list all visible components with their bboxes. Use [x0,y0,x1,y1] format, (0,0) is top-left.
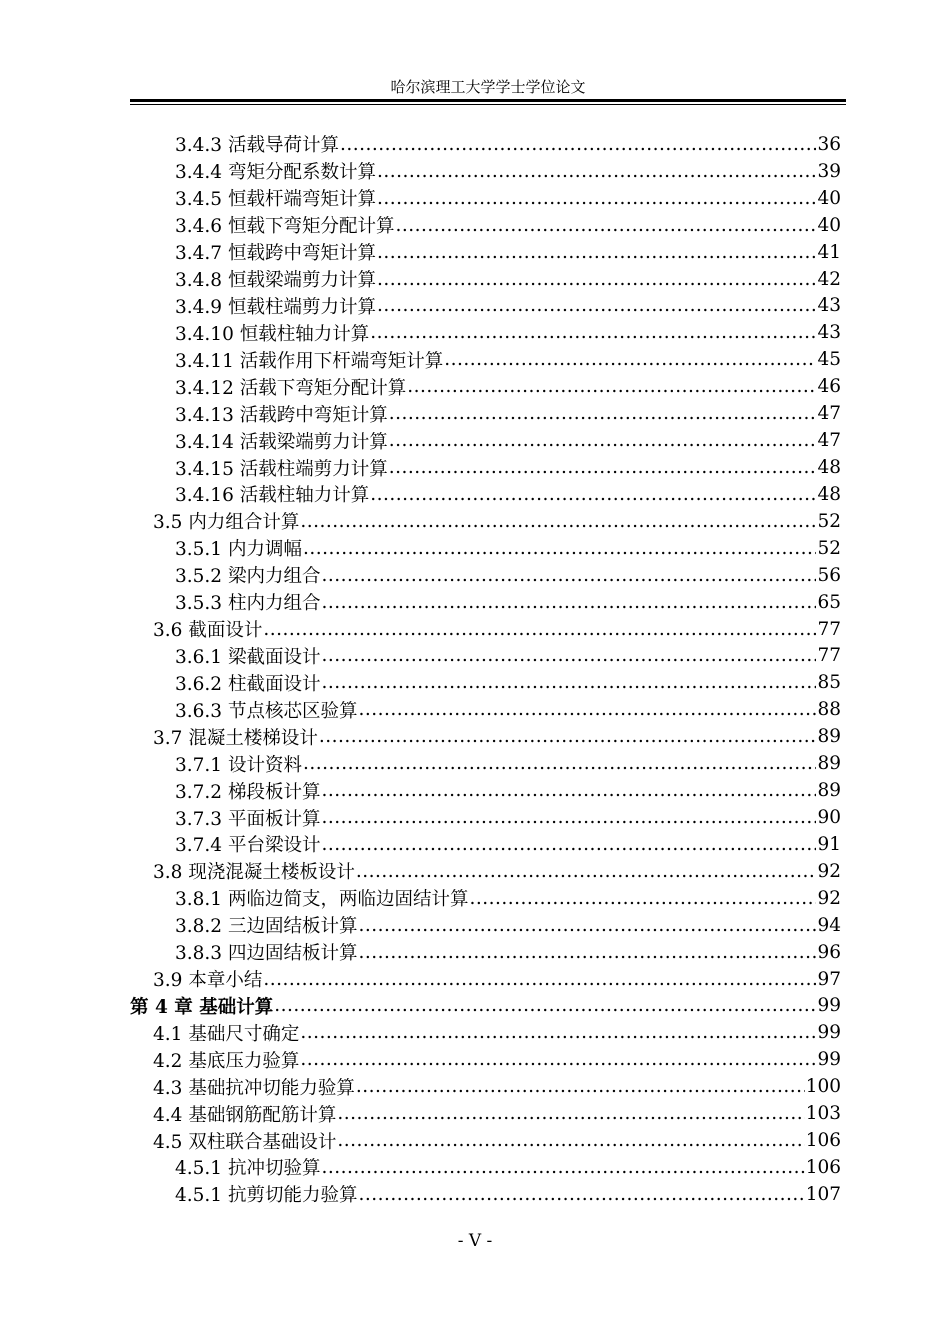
toc-entry-number: 3.5.1 [175,539,223,561]
toc-entry[interactable] [0,1019,950,1046]
toc-entry-number: 3.7 [153,727,183,749]
toc-entry-number: 4.5.1 [175,1185,223,1207]
toc-entry-number: 3.5.2 [175,566,223,588]
toc-entry-number: 3.9 [153,970,183,992]
toc-entry-label [153,1128,336,1154]
toc-entry-title: 基础抗冲切能力验算 [188,1077,355,1099]
toc-entry-number: 3.5.3 [175,593,223,615]
toc-dot-leader [395,215,816,236]
toc-entry-number: 4.2 [153,1050,183,1072]
toc-dot-leader [358,1184,804,1205]
toc-entry-label [153,724,318,750]
toc-entry-number: 3.4.10 [175,323,234,345]
toc-entry-title: 两临边简支，两临边固结计算 [227,889,469,911]
toc-entry[interactable] [0,508,950,535]
toc-dot-leader [263,619,816,640]
toc-entry-number: 3.4.15 [175,458,234,480]
toc-entry[interactable] [0,643,950,670]
toc-entry-page: 99 [817,1022,841,1044]
toc-entry-label [153,966,262,992]
toc-entry-label [175,158,376,184]
toc-entry-label [175,1181,357,1207]
toc-entry-page: 99 [817,995,841,1017]
toc-entry-page: 47 [817,430,841,452]
toc-entry-title: 混凝土楼梯设计 [188,727,318,749]
toc-dot-leader [321,645,816,666]
toc-entry[interactable] [0,319,950,346]
toc-entry[interactable] [0,1100,950,1127]
toc-entry-label [153,1020,299,1046]
toc-dot-leader [358,699,816,720]
toc-entry-title: 活载下弯矩分配计算 [239,377,407,399]
toc-entry-page: 43 [817,322,841,344]
toc-entry-label [175,831,320,857]
toc-dot-leader [370,322,816,343]
toc-entry[interactable] [0,1154,950,1181]
toc-entry-page: 77 [817,645,841,667]
toc-entry-title: 平面板计算 [227,808,321,830]
toc-dot-leader [389,430,817,451]
toc-dot-leader [356,861,817,882]
toc-entry-page: 99 [817,1049,841,1071]
toc-entry[interactable] [0,723,950,750]
toc-entry-page: 89 [817,726,841,748]
toc-entry-label [153,858,355,884]
toc-entry-title: 活载柱端剪力计算 [239,458,388,480]
toc-entry-page: 39 [817,160,841,182]
toc-entry-label [175,428,388,454]
toc-entry[interactable] [0,966,950,993]
toc-entry-title: 内力调幅 [227,539,302,561]
toc-entry-page: 36 [817,133,841,155]
toc-entry[interactable] [0,750,950,777]
toc-entry[interactable] [0,669,950,696]
page-number-footer: - V - [457,1231,493,1251]
toc-entry[interactable] [0,1046,950,1073]
toc-entry-page: 90 [817,807,841,828]
toc-dot-leader [263,969,816,990]
toc-dot-leader [321,780,816,801]
toc-entry-title: 活载梁端剪力计算 [239,431,388,453]
toc-entry-label [175,535,302,561]
toc-entry[interactable] [0,535,950,562]
toc-entry-number: 3.6.2 [175,673,223,695]
toc-entry-page: 46 [817,376,841,398]
toc-entry-number: 第 4 章 [130,996,193,1018]
toc-entry-title: 抗剪切能力验算 [227,1185,358,1207]
toc-entry-label [175,751,302,777]
toc-entry-number: 3.6.1 [175,646,223,668]
toc-dot-leader [300,1049,816,1070]
toc-entry-page: 97 [817,968,841,990]
toc-entry-title: 双柱联合基础设计 [188,1131,337,1153]
toc-entry-label [175,1154,320,1180]
toc-entry-label [175,697,357,723]
toc-entry-title: 梁内力组合 [227,566,321,588]
toc-entry[interactable] [0,696,950,723]
toc-entry-title: 三边固结板计算 [227,916,358,938]
table-of-contents [0,131,950,1208]
toc-entry-title: 恒载柱轴力计算 [239,323,370,345]
toc-entry-title: 梯段板计算 [227,781,321,803]
toc-entry[interactable] [0,589,950,616]
toc-entry-title: 现浇混凝土楼板设计 [188,862,355,884]
toc-entry[interactable] [0,158,950,185]
toc-dot-leader [377,188,816,209]
toc-entry-label [175,320,369,346]
toc-entry-page: 43 [817,295,841,317]
toc-entry-page: 91 [817,833,841,855]
toc-entry-page: 89 [817,780,841,802]
toc-dot-leader [337,1130,804,1151]
toc-dot-leader [321,565,816,586]
toc-entry-title: 设计资料 [227,754,302,776]
toc-entry-title: 活载柱轴力计算 [239,485,370,507]
toc-entry[interactable] [0,562,950,589]
toc-entry-label [175,374,406,400]
toc-entry-number: 3.8 [153,862,183,884]
toc-entry-number: 3.5 [153,512,183,534]
toc-entry[interactable] [0,1127,950,1154]
toc-dot-leader [377,242,816,263]
toc-entry-title: 柱截面设计 [227,673,321,695]
toc-entry-title: 基础尺寸确定 [188,1023,300,1045]
toc-entry[interactable] [0,912,950,939]
toc-entry-label [175,131,339,157]
toc-entry-page: 88 [817,699,841,721]
toc-dot-leader [321,672,816,693]
toc-dot-leader [303,753,816,774]
toc-dot-leader [377,269,816,290]
toc-entry-number: 3.8.1 [175,889,223,911]
toc-entry-label [153,616,262,642]
toc-entry-number: 4.5.1 [175,1158,223,1180]
toc-entry-page: 52 [817,537,841,559]
toc-entry[interactable] [0,1181,950,1208]
toc-entry-page: 106 [805,1156,841,1178]
toc-dot-leader [469,888,816,909]
toc-entry-number: 3.8.2 [175,916,223,938]
toc-entry-page: 48 [817,483,841,505]
toc-dot-leader [358,942,816,963]
toc-entry-label [153,1047,299,1073]
toc-entry[interactable] [0,373,950,400]
toc-entry[interactable] [0,939,950,966]
toc-entry-number: 3.4.5 [175,189,223,211]
toc-dot-leader [358,915,816,936]
toc-entry[interactable] [0,454,950,481]
toc-entry-title: 恒载杆端弯矩计算 [227,189,376,211]
toc-entry-title: 恒载梁端剪力计算 [227,270,376,292]
toc-entry-page: 41 [817,241,841,263]
toc-entry-page: 92 [817,860,841,882]
toc-entry[interactable] [0,481,950,508]
toc-entry[interactable] [0,1073,950,1100]
toc-entry-number: 3.4.7 [175,243,223,265]
toc-entry-number: 3.4.9 [175,296,223,318]
toc-entry-number: 3.4.3 [175,135,223,157]
toc-entry[interactable] [0,212,950,239]
toc-entry-title: 恒载跨中弯矩计算 [227,243,376,265]
toc-entry-page: 94 [817,914,841,936]
toc-entry[interactable] [0,131,950,158]
toc-entry-number: 3.6 [153,620,183,642]
toc-dot-leader [337,1103,804,1124]
toc-dot-leader [370,484,816,505]
toc-entry-page: 40 [817,214,841,236]
toc-entry[interactable] [0,239,950,266]
toc-entry-label [175,293,376,319]
toc-entry-title: 本章小结 [188,970,263,992]
toc-dot-leader [389,457,817,478]
toc-entry[interactable] [0,777,950,804]
toc-entry-number: 3.4.4 [175,162,223,184]
toc-entry[interactable] [0,616,950,643]
toc-entry-title: 活载跨中弯矩计算 [239,404,388,426]
toc-entry-page: 42 [817,268,841,290]
toc-entry-title: 恒载下弯矩分配计算 [227,216,395,238]
toc-entry-page: 52 [817,510,841,532]
toc-dot-leader [274,995,816,1016]
toc-dot-leader [303,538,816,559]
toc-entry-title: 抗冲切验算 [227,1158,321,1180]
toc-entry-number: 3.7.2 [175,781,223,803]
toc-entry-title: 节点核芯区验算 [227,700,358,722]
toc-entry-title: 基础计算 [199,996,274,1018]
toc-entry-number: 4.3 [153,1077,183,1099]
running-header: 哈尔滨理工大学学士学位论文 [390,78,586,96]
toc-entry-number: 3.8.3 [175,943,223,965]
toc-entry-page: 100 [805,1076,841,1098]
toc-entry[interactable] [0,185,950,212]
toc-entry-number: 4.4 [153,1104,183,1126]
toc-entry-title: 基础钢筋配筋计算 [188,1104,337,1126]
toc-entry-number: 3.4.13 [175,404,234,426]
toc-entry-page: 65 [817,591,841,613]
toc-entry-number: 4.1 [153,1023,183,1045]
toc-entry-label [175,239,376,265]
toc-entry-number: 3.7.1 [175,754,223,776]
toc-entry-title: 活载导荷计算 [227,135,339,157]
toc-dot-leader [300,1022,816,1043]
toc-entry[interactable] [0,427,950,454]
toc-entry-page: 48 [817,457,841,479]
toc-dot-leader [321,1157,804,1178]
header-rule-thick [130,99,846,102]
toc-entry-title: 梁截面设计 [227,646,321,668]
toc-dot-leader [407,376,816,397]
toc-entry-page: 96 [817,941,841,963]
toc-dot-leader [300,511,816,532]
toc-dot-leader [444,349,816,370]
toc-entry-title: 截面设计 [188,620,263,642]
toc-entry-page: 56 [817,564,841,586]
toc-entry-label [175,562,320,588]
toc-entry-label [175,939,357,965]
toc-entry-title: 四边固结板计算 [227,943,358,965]
toc-entry-label [175,885,468,911]
toc-entry-page: 92 [817,887,841,909]
toc-entry-label [175,778,320,804]
toc-entry-title: 弯矩分配系数计算 [227,162,376,184]
toc-entry-page: 47 [817,403,841,425]
toc-entry-number: 3.7.3 [175,808,223,830]
toc-entry[interactable] [0,266,950,293]
toc-entry[interactable] [0,831,950,858]
toc-entry-page: 106 [805,1130,841,1152]
toc-entry-number: 3.4.8 [175,270,223,292]
toc-entry-label [153,508,299,534]
toc-entry-label [153,1074,355,1100]
toc-dot-leader [319,726,817,747]
toc-entry-number: 3.7.4 [175,835,223,857]
toc-dot-leader [377,161,816,182]
toc-entry-label [175,212,394,238]
toc-dot-leader [321,592,816,613]
toc-entry-title: 基底压力验算 [188,1050,300,1072]
toc-entry-page: 107 [805,1183,841,1205]
header-rule-thin [130,104,846,105]
toc-dot-leader [321,807,816,828]
toc-entry-label [175,643,320,669]
toc-entry[interactable] [0,400,950,427]
toc-dot-leader [356,1076,805,1097]
toc-entry-number: 3.4.14 [175,431,234,453]
toc-entry-page: 103 [805,1103,841,1125]
toc-entry-label [175,401,388,427]
toc-entry-number: 3.6.3 [175,700,223,722]
toc-entry-label [175,589,320,615]
toc-entry-label [175,805,320,831]
toc-entry[interactable] [0,346,950,373]
toc-entry-label [175,481,369,507]
toc-entry-title: 平台梁设计 [227,835,321,857]
toc-entry[interactable] [0,858,950,885]
toc-entry-number: 3.4.16 [175,485,234,507]
toc-entry-number: 4.5 [153,1131,183,1153]
toc-dot-leader [389,403,817,424]
toc-dot-leader [321,834,816,855]
toc-dot-leader [377,295,816,316]
toc-entry[interactable] [0,293,950,320]
toc-entry-page: 45 [817,349,841,371]
toc-entry[interactable] [0,804,950,831]
toc-entry-label [175,912,357,938]
toc-entry-page: 40 [817,187,841,209]
toc-entry-label [175,185,376,211]
toc-entry-label [153,1101,336,1127]
toc-entry-label [130,993,273,1019]
toc-entry-label [175,266,376,292]
toc-entry-title: 柱内力组合 [227,593,321,615]
toc-entry-number: 3.4.12 [175,377,234,399]
toc-entry-label [175,670,320,696]
toc-entry-title: 恒载柱端剪力计算 [227,296,376,318]
toc-entry[interactable] [0,993,950,1020]
toc-entry-number: 3.4.6 [175,216,223,238]
toc-entry-page: 89 [817,753,841,775]
toc-entry-title: 活载作用下杆端弯矩计算 [239,350,444,372]
toc-entry-number: 3.4.11 [175,350,234,372]
toc-entry-label [175,347,443,373]
toc-entry[interactable] [0,885,950,912]
toc-entry-title: 内力组合计算 [188,512,300,534]
toc-dot-leader [340,134,816,155]
toc-entry-page: 85 [817,672,841,694]
toc-entry-page: 77 [817,618,841,640]
toc-entry-label [175,455,388,481]
